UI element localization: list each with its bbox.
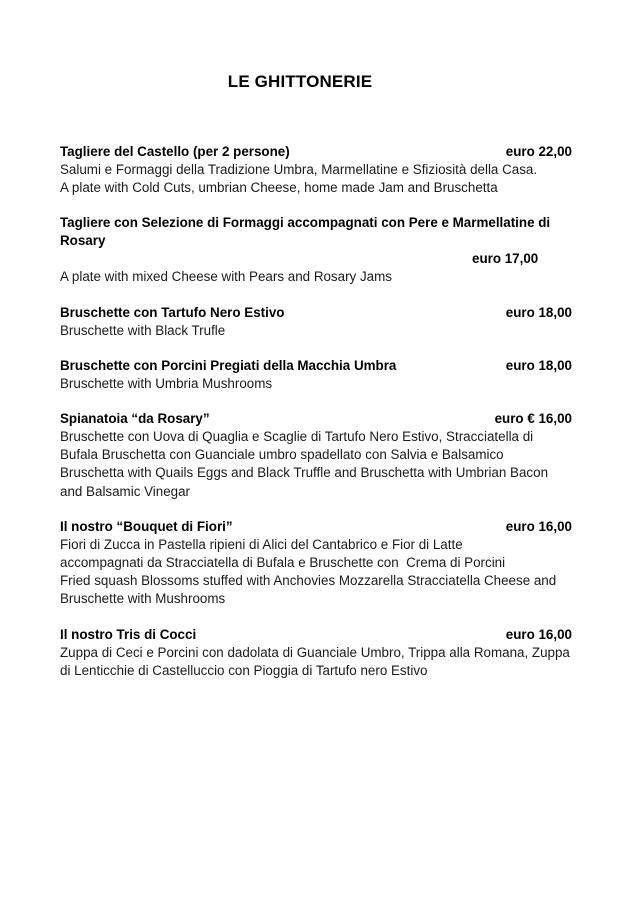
menu-item-name: Il nostro Tris di Cocci [60,626,197,642]
menu-item-price: euro 16,00 [505,626,572,642]
menu-item-description-line: Bruschette with Umbria Mushrooms [60,375,273,391]
menu-item-name: Spianatoia “da Rosary” [60,411,210,427]
menu-item-description-line: Bruschette con Uova di Quaglia e Scaglie di Tartufo Nero Estivo, Stracciatella di [60,429,534,445]
menu-item-description-line: Zuppa di Ceci e Porcini con dadolata di Guanciale Umbro, Trippa alla Romana, Zuppa [60,644,570,660]
menu-item-price: euro € 16,00 [494,411,572,427]
menu-item-name: Il nostro “Bouquet di Fiori” [60,518,233,534]
menu-item [60,357,572,393]
menu-item-heading [60,143,572,161]
menu-item-heading [60,410,572,428]
menu-item [60,304,572,340]
menu-item-description [60,268,572,286]
menu-item [60,518,572,609]
menu-item-name: Tagliere del Castello (per 2 persone) [60,144,290,159]
menu-item-description-line: Salumi e Formaggi della Tradizione Umbra, Marmellatine e Sfiziosità della Casa. [60,162,538,177]
menu-item-description-line: di Lenticchie di Castelluccio con Pioggia di Tartufo nero Estivo [60,662,428,678]
menu-item-price: euro 17,00 [472,251,539,267]
menu-item-description-line: Fiori di Zucca in Pastella ripieni di Alici del Cantabrico e Fior di Latte [60,536,463,552]
menu-item-description [60,644,572,680]
menu-item-name: Tagliere con Selezione di Formaggi accompagnati con Pere e Marmellatine di Rosary [60,215,554,249]
menu-item-price: euro 18,00 [505,357,572,373]
menu-item-heading [60,304,572,322]
menu-item-description [60,428,572,501]
menu-item-description-line: A plate with Cold Cuts, umbrian Cheese, home made Jam and Bruschetta [60,180,498,196]
menu-item-heading [60,626,572,644]
menu-item-price: euro 22,00 [505,144,572,159]
menu-item-description [60,375,572,393]
menu-item [60,626,572,680]
menu-item [60,410,572,501]
menu-item-description [60,536,572,609]
menu-item-description-line: A plate with mixed Cheese with Pears and Rosary Jams [60,269,392,285]
menu-item [60,214,572,286]
menu-item-description-line: Fried squash Blossoms stuffed with Anchovies Mozzarella Stracciatella Cheese and [60,573,557,589]
menu-item-heading [60,214,572,268]
menu-item [60,143,572,197]
menu-item-description-line: Bruschette with Mushrooms [60,591,226,607]
menu-item-description-line: accompagnati da Stracciatella di Bufala e Bruschette con Crema di Porcini [60,555,506,571]
menu-item-description [60,322,572,340]
menu-item-description-line: Bruschette with Black Trufle [60,322,226,338]
menu-item-heading [60,518,572,536]
menu-item-price: euro 16,00 [505,518,572,534]
menu-item-name: Bruschette con Porcini Pregiati della Macchia Umbra [60,357,397,373]
page-title: LE GHITTONERIE [227,72,373,91]
menu-item-description-line: Bruschetta with Quails Eggs and Black Truffle and Bruschetta with Umbrian Bacon [60,465,549,481]
menu-item-description-line: Bufala Bruschetta con Guanciale umbro spadellato con Salvia e Balsamico [60,447,504,463]
menu-item-heading [60,357,572,375]
menu-item-price: euro 18,00 [505,304,572,320]
menu-item-description [60,161,572,197]
menu-item-description-line: and Balsamic Vinegar [60,483,191,499]
menu-item-name: Bruschette con Tartufo Nero Estivo [60,304,285,320]
menu-list [60,143,572,680]
